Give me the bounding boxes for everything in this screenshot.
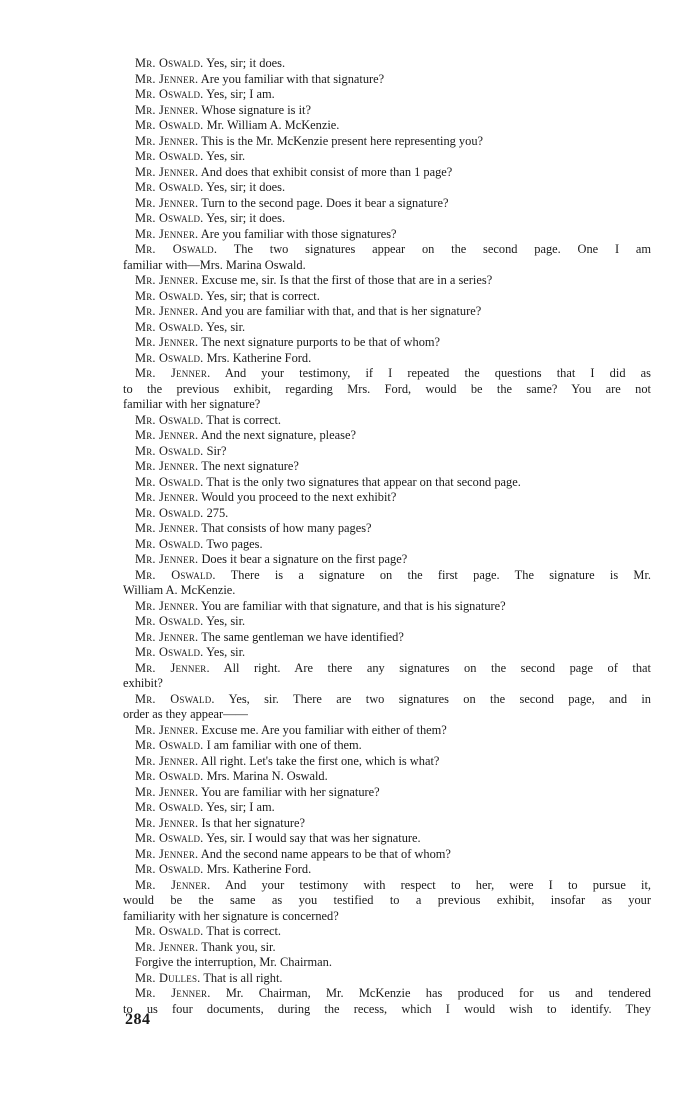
speaker-name: Mr. Oswald. [135, 738, 204, 752]
line-text: Mr. William A. McKenzie. [206, 118, 340, 132]
speaker-name: Mr. Jenner. [135, 521, 199, 535]
speaker-name: Mr. Jenner. [135, 722, 199, 737]
testimony-line [123, 273, 651, 289]
testimony-line [123, 940, 651, 956]
line-text: This is the Mr. McKenzie present here representing you? [201, 133, 484, 148]
testimony-continuation-line [123, 893, 651, 909]
line-text: Mrs. Katherine Ford. [206, 862, 312, 876]
testimony-line [123, 847, 651, 863]
page-number: 284 [125, 1011, 151, 1028]
line-text: familiarity with her signature is concerned? [123, 908, 339, 923]
line-text: And the second name appears to be that of whom? [200, 846, 451, 861]
testimony-line [123, 971, 651, 987]
line-text: That is correct. [206, 924, 281, 938]
testimony-continuation-line [123, 258, 651, 274]
line-text: Does it bear a signature on the first page? [201, 552, 408, 566]
line-text: And your testimony with respect to her, were I to pursue it, [224, 877, 651, 892]
line-text: Forgive the interruption, Mr. Chairman. [135, 955, 332, 969]
testimony-line [123, 118, 651, 134]
testimony-line [123, 738, 651, 754]
speaker-name: Mr. Jenner. [135, 195, 199, 210]
speaker-name: Mr. Jenner. [135, 660, 210, 675]
testimony-continuation-line [123, 382, 651, 398]
testimony-continuation-line [123, 909, 651, 925]
line-text: to the previous exhibit, regarding Mrs. Ford, would be the same? You are not [123, 381, 651, 396]
line-text: The next signature purports to be that of whom? [201, 335, 441, 349]
speaker-name: Mr. Oswald. [135, 319, 204, 334]
line-text: Thank you, sir. [201, 939, 276, 954]
testimony-line [123, 72, 651, 88]
line-text: Yes, sir. [206, 319, 246, 334]
speaker-name: Mr. Oswald. [135, 350, 204, 365]
line-text: familiar with her signature? [123, 397, 261, 411]
line-text: There is a signature on the first page. The signature is Mr. [230, 567, 651, 582]
speaker-name: Mr. Jenner. [135, 226, 199, 241]
speaker-name: Mr. Jenner. [135, 552, 199, 566]
speaker-name: Mr. Oswald. [135, 924, 204, 938]
line-text: I am familiar with one of them. [206, 738, 362, 752]
testimony-line [123, 289, 651, 305]
line-text: Mr. Chairman, Mr. McKenzie has produced for us and tendered [225, 986, 651, 1000]
testimony-line [123, 816, 651, 832]
testimony-line [123, 304, 651, 320]
speaker-name: Mr. Oswald. [135, 862, 204, 876]
line-text: All right. Let's take the first one, which is what? [200, 753, 440, 768]
testimony-line [123, 196, 651, 212]
line-text: Turn to the second page. Does it bear a signature? [201, 195, 449, 210]
line-text: exhibit? [123, 676, 163, 690]
speaker-name: Mr. Oswald. [135, 691, 215, 706]
testimony-line [123, 149, 651, 165]
speaker-name: Mr. Jenner. [135, 459, 199, 473]
line-text: Yes, sir. [206, 149, 246, 163]
testimony-transcript [123, 56, 651, 1017]
line-text: Sir? [206, 443, 227, 458]
testimony-line [123, 165, 651, 181]
testimony-line [123, 413, 651, 429]
line-text: And does that exhibit consist of more than 1 page? [200, 164, 453, 179]
testimony-line [123, 320, 651, 336]
testimony-continuation-line [123, 676, 651, 692]
testimony-line [123, 661, 651, 677]
testimony-line [123, 444, 651, 460]
line-text: Excuse me. Are you familiar with either of them? [201, 722, 447, 737]
speaker-name: Mr. Oswald. [135, 149, 204, 163]
speaker-name: Mr. Jenner. [135, 753, 199, 768]
testimony-continuation-line [123, 707, 651, 723]
line-text: Is that her signature? [201, 815, 306, 830]
speaker-name: Mr. Oswald. [135, 800, 204, 814]
testimony-line [123, 785, 651, 801]
testimony-line [123, 630, 651, 646]
line-text: Yes, sir. [206, 645, 246, 659]
speaker-name: Mr. Jenner. [135, 939, 199, 954]
speaker-name: Mr. Oswald. [135, 288, 204, 303]
line-text: Two pages. [206, 536, 263, 551]
line-text: Mrs. Marina N. Oswald. [206, 769, 328, 783]
testimony-line [123, 475, 651, 491]
line-text: Mrs. Katherine Ford. [206, 350, 312, 365]
speaker-name: Mr. Oswald. [135, 567, 216, 582]
line-text: Whose signature is it? [201, 102, 311, 117]
testimony-line [123, 769, 651, 785]
line-text: order as they appear—— [123, 707, 248, 721]
line-text: You are familiar with her signature? [200, 784, 380, 799]
line-text: Would you proceed to the next exhibit? [201, 490, 397, 504]
line-text: That is the only two signatures that appear on that second page. [206, 474, 521, 489]
line-text: Yes, sir; that is correct. [206, 288, 320, 303]
speaker-name: Mr. Jenner. [135, 629, 199, 644]
testimony-line [123, 986, 651, 1002]
speaker-name: Mr. Jenner. [135, 304, 199, 318]
speaker-name: Mr. Jenner. [135, 71, 199, 86]
speaker-name: Mr. Oswald. [135, 56, 204, 70]
line-text: Are you familiar with those signatures? [200, 226, 397, 241]
line-text: 275. [206, 505, 229, 520]
speaker-name: Mr. Oswald. [135, 474, 204, 489]
testimony-line [123, 335, 651, 351]
speaker-name: Mr. Jenner. [135, 366, 211, 380]
testimony-line [123, 862, 651, 878]
testimony-line [123, 211, 651, 227]
speaker-name: Mr. Dulles. [135, 970, 201, 985]
speaker-name: Mr. Oswald. [135, 412, 204, 427]
testimony-line [123, 103, 651, 119]
speaker-name: Mr. Oswald. [135, 118, 204, 132]
line-text: to us four documents, during the recess, which I would wish to identify. They [123, 1001, 651, 1016]
speaker-name: Mr. Oswald. [135, 645, 204, 659]
speaker-name: Mr. Oswald. [135, 769, 204, 783]
speaker-name: Mr. Jenner. [135, 428, 199, 442]
line-text: And the next signature, please? [200, 428, 356, 442]
line-text: Yes, sir; it does. [206, 180, 286, 194]
testimony-line [123, 366, 651, 382]
speaker-name: Mr. Oswald. [135, 831, 204, 845]
speaker-name: Mr. Oswald. [135, 614, 204, 628]
line-text: Yes, sir; I am. [206, 87, 275, 101]
testimony-line [123, 506, 651, 522]
testimony-line [123, 754, 651, 770]
speaker-name: Mr. Jenner. [135, 490, 199, 504]
speaker-name: Mr. Oswald. [135, 443, 204, 458]
testimony-line [123, 134, 651, 150]
testimony-continuation-line [123, 397, 651, 413]
testimony-line [123, 614, 651, 630]
line-text: Yes, sir. There are two signatures on the second page, and in [228, 691, 651, 706]
line-text: Are you familiar with that signature? [200, 71, 385, 86]
speaker-name: Mr. Jenner. [135, 598, 199, 613]
line-text: Yes, sir. [206, 614, 246, 628]
speaker-name: Mr. Oswald. [135, 180, 204, 194]
line-text: That is correct. [206, 412, 281, 427]
speaker-name: Mr. Oswald. [135, 87, 204, 101]
line-text: William A. McKenzie. [123, 583, 236, 597]
speaker-name: Mr. Oswald. [135, 211, 204, 225]
line-text: Yes, sir; it does. [206, 211, 286, 225]
testimony-continuation-line [123, 1002, 651, 1018]
speaker-name: Mr. Oswald. [135, 505, 204, 520]
line-text: That is all right. [203, 970, 283, 985]
testimony-line [123, 692, 651, 708]
speaker-name: Mr. Jenner. [135, 815, 199, 830]
testimony-line [123, 924, 651, 940]
testimony-line [123, 351, 651, 367]
testimony-line [123, 87, 651, 103]
line-text: The same gentleman we have identified? [201, 629, 404, 644]
testimony-continuation-line [123, 955, 651, 971]
testimony-line [123, 428, 651, 444]
line-text: The two signatures appear on the second page. One I am [233, 242, 651, 256]
testimony-line [123, 599, 651, 615]
line-text: That consists of how many pages? [201, 521, 372, 535]
testimony-line [123, 831, 651, 847]
testimony-line [123, 878, 651, 894]
line-text: familiar with—Mrs. Marina Oswald. [123, 257, 306, 272]
line-text: You are familiar with that signature, and that is his signature? [200, 598, 506, 613]
testimony-line [123, 180, 651, 196]
testimony-line [123, 723, 651, 739]
line-text: The next signature? [201, 459, 299, 473]
testimony-line [123, 490, 651, 506]
speaker-name: Mr. Oswald. [135, 242, 218, 256]
testimony-line [123, 521, 651, 537]
line-text: Yes, sir. I would say that was her signature. [206, 831, 421, 845]
testimony-continuation-line [123, 583, 651, 599]
testimony-line [123, 459, 651, 475]
speaker-name: Mr. Jenner. [135, 846, 199, 861]
speaker-name: Mr. Jenner. [135, 133, 199, 148]
testimony-line [123, 645, 651, 661]
testimony-line [123, 227, 651, 243]
testimony-line [123, 800, 651, 816]
speaker-name: Mr. Jenner. [135, 102, 199, 117]
testimony-line [123, 552, 651, 568]
speaker-name: Mr. Jenner. [135, 335, 199, 349]
line-text: And your testimony, if I repeated the questions that I did as [224, 366, 651, 380]
speaker-name: Mr. Jenner. [135, 784, 199, 799]
line-text: And you are familiar with that, and that is her signature? [200, 304, 482, 318]
speaker-name: Mr. Jenner. [135, 986, 211, 1000]
line-text: All right. Are there any signatures on the second page of that [223, 660, 651, 675]
line-text: would be the same as you testified to a previous exhibit, insofar as your [123, 893, 651, 907]
speaker-name: Mr. Oswald. [135, 536, 204, 551]
speaker-name: Mr. Jenner. [135, 877, 211, 892]
testimony-line [123, 568, 651, 584]
testimony-line [123, 56, 651, 72]
line-text: Yes, sir; it does. [206, 56, 286, 70]
testimony-line [123, 242, 651, 258]
speaker-name: Mr. Jenner. [135, 164, 199, 179]
line-text: Excuse me, sir. Is that the first of those that are in a series? [201, 273, 493, 287]
testimony-line [123, 537, 651, 553]
line-text: Yes, sir; I am. [206, 800, 275, 814]
speaker-name: Mr. Jenner. [135, 273, 199, 287]
